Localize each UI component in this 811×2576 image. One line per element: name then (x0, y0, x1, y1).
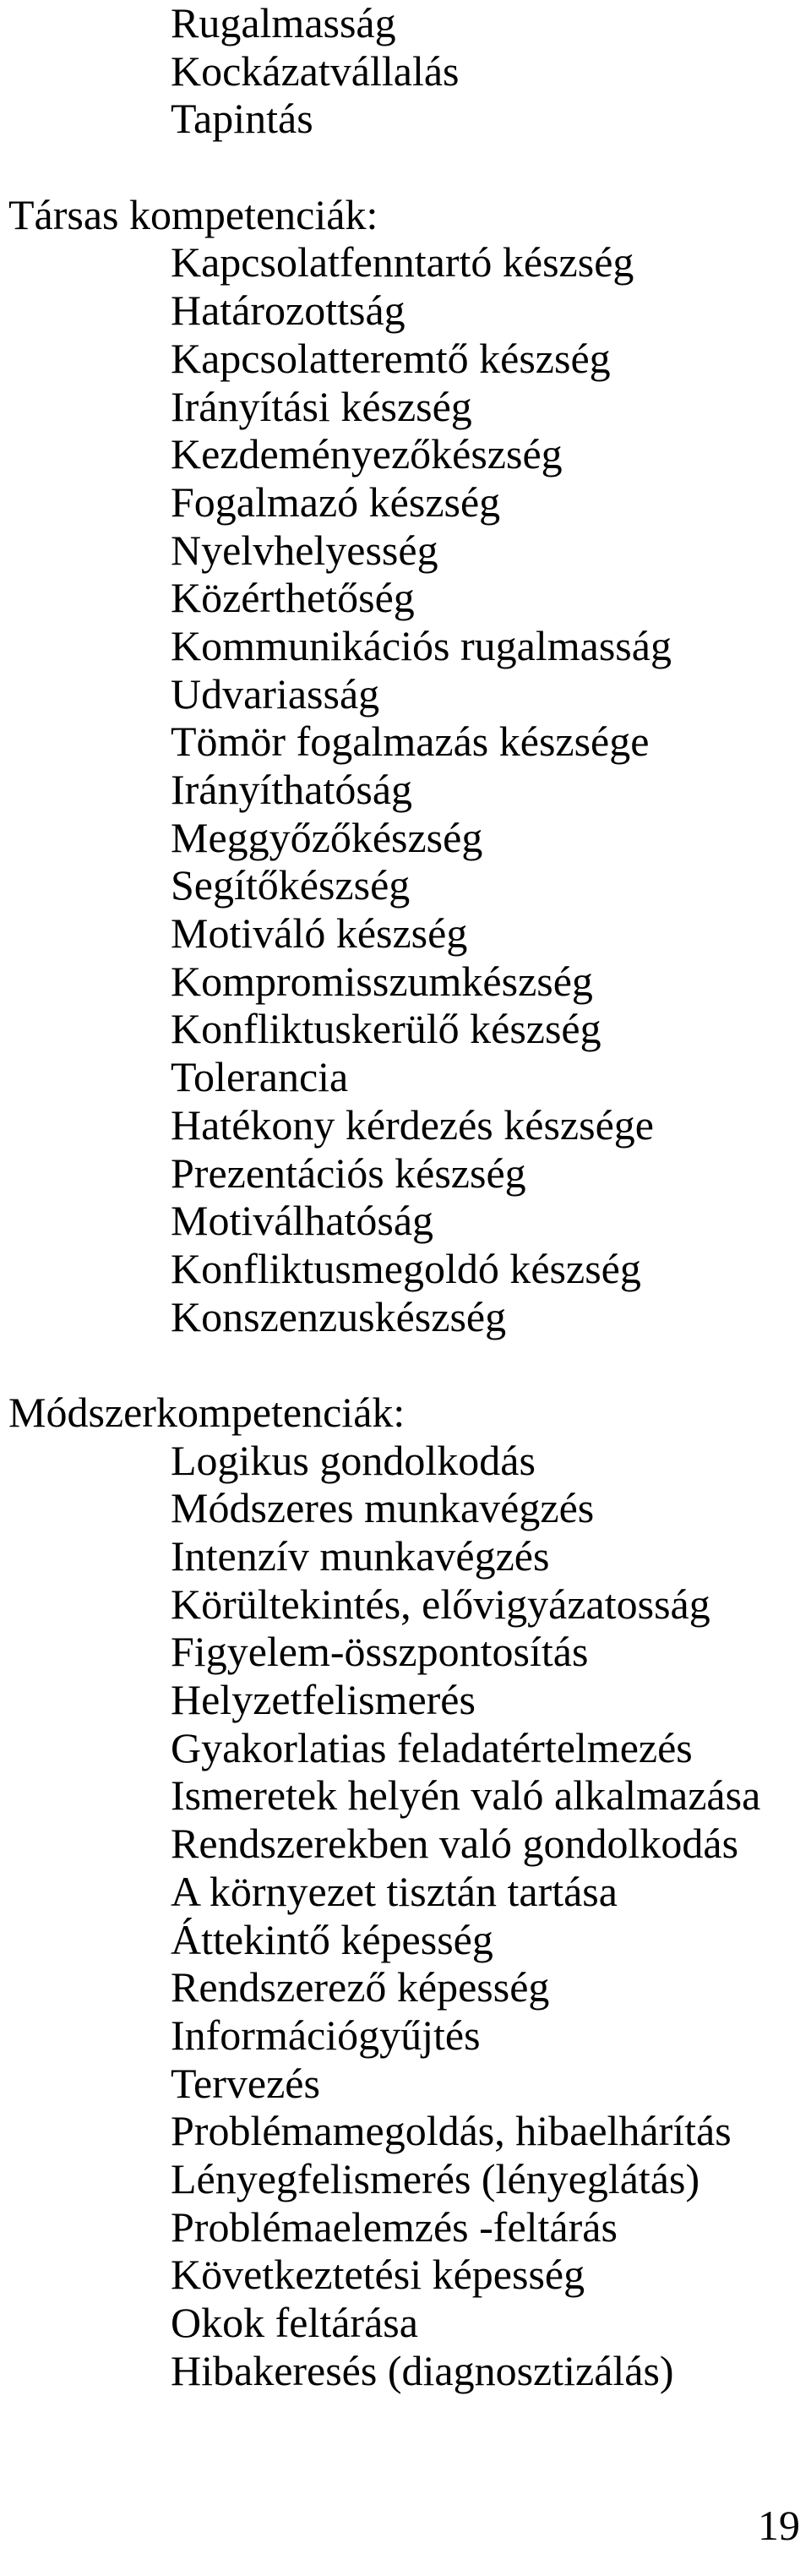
list-item: Okok feltárása (171, 2299, 418, 2346)
list-item: Tolerancia (171, 1053, 349, 1101)
list-item: Konszenzuskészség (171, 1292, 507, 1340)
list-item: Irányíthatóság (171, 766, 413, 813)
list-item: Intenzív munkavégzés (171, 1532, 550, 1580)
list-item: Közérthetőség (171, 574, 415, 622)
list-item: Udvariasság (171, 669, 380, 718)
list-item: Helyzetfelismerés (171, 1676, 476, 1724)
list-item: Prezentációs készség (171, 1149, 526, 1197)
list-item: Ismeretek helyén való alkalmazása (171, 1771, 761, 1820)
list-item: Következtetési képesség (171, 2251, 585, 2299)
list-item: Fogalmazó készség (171, 478, 501, 526)
section-method-competencies (0, 1389, 811, 2394)
list-item: A környezet tisztán tartása (171, 1867, 618, 1915)
list-item: Tömör fogalmazás készsége (171, 718, 650, 766)
list-item: Információgyűjtés (171, 2011, 481, 2059)
list-item: Segítőkészség (171, 861, 411, 909)
section-social-competencies (0, 191, 811, 1341)
list-item: Motiválhatóság (171, 1197, 434, 1245)
list-item: Gyakorlatias feladatértelmezés (171, 1723, 693, 1771)
section-heading: Társas kompetenciák: (8, 190, 378, 238)
list-item: Hibakeresés (diagnosztizálás) (171, 2346, 674, 2394)
list-item: Határozottság (171, 287, 406, 335)
page-number: 19 (758, 2502, 800, 2549)
list-item: Konfliktusmegoldó készség (171, 1244, 641, 1292)
list-item: Kapcsolatteremtő készség (171, 334, 611, 382)
list-item: Nyelvhelyesség (171, 526, 438, 574)
list-item: Kompromisszumkészség (171, 957, 593, 1005)
list-item: Hatékony kérdezés készsége (171, 1100, 654, 1149)
list-item: Rendszerező képesség (171, 1963, 550, 2011)
section-heading: Módszerkompetenciák: (8, 1388, 406, 1436)
list-item: Kezdeményezőkészség (171, 430, 563, 478)
list-item: Rugalmasság (171, 0, 396, 46)
intro-list (0, 0, 811, 143)
list-item: Rendszerekben való gondolkodás (171, 1820, 739, 1868)
list-item: Tervezés (171, 2059, 320, 2107)
list-item: Módszeres munkavégzés (171, 1484, 595, 1532)
list-item: Motiváló készség (171, 909, 468, 958)
list-item: Irányítási készség (171, 382, 472, 430)
list-item: Problémamegoldás, hibaelhárítás (171, 2107, 732, 2155)
list-item: Körültekintés, elővigyázatosság (171, 1580, 710, 1628)
list-item: Logikus gondolkodás (171, 1436, 536, 1484)
list-item: Figyelem-összpontosítás (171, 1628, 589, 1676)
list-item: Lényegfelismerés (lényeglátás) (171, 2154, 700, 2202)
list-item: Kapcsolatfenntartó készség (171, 238, 634, 287)
list-item: Kommunikációs rugalmasság (171, 621, 672, 669)
list-item: Áttekintő képesség (171, 1915, 493, 1963)
list-item: Konfliktuskerülő készség (171, 1005, 601, 1053)
list-item: Meggyőzőkészség (171, 813, 483, 861)
list-item: Problémaelemzés -feltárás (171, 2202, 618, 2251)
list-item: Tapintás (171, 95, 313, 143)
list-item: Kockázatvállalás (171, 46, 460, 95)
